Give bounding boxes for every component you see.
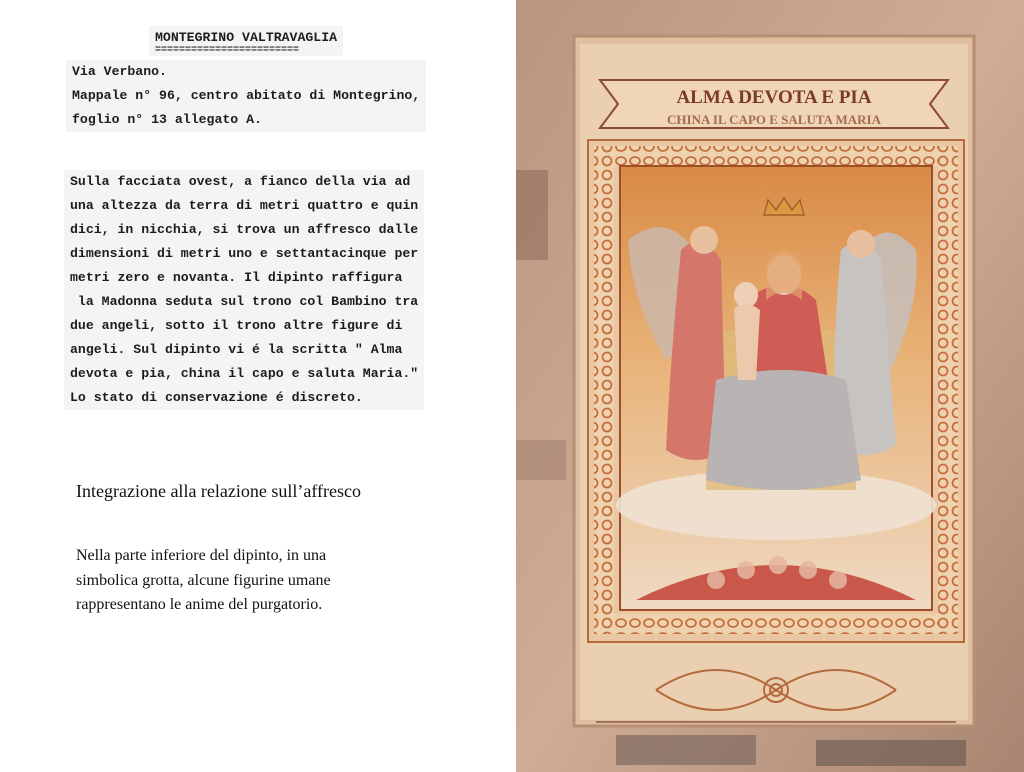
document-heading: MONTEGRINO VALTRAVAGLIA <box>155 30 338 45</box>
address-line: foglio n° 13 allegato A. <box>72 112 262 127</box>
integration-line: simbolica grotta, alcune figurine umane <box>76 571 331 589</box>
integration-text <box>76 544 436 618</box>
inscription-line-1: ALMA DEVOTA E PIA <box>676 87 872 108</box>
description-line: Lo stato di conservazione é discreto. <box>70 390 363 405</box>
address-line: Via Verbano. <box>72 64 167 79</box>
address-line: Mappale n° 96, centro abitato di Montegrino, <box>72 88 421 103</box>
integration-line: rappresentano le anime del purgatorio. <box>76 596 323 613</box>
integration-title: Integrazione alla relazione sull’affresco <box>76 481 362 501</box>
child-head <box>734 282 758 308</box>
fresco-photo <box>516 0 1024 772</box>
description-line: due angeli, sotto il trono altre figure di <box>70 318 403 333</box>
description-line: angeli. Sul dipinto vi é la scritta " Alma <box>70 342 403 357</box>
description-block <box>64 170 424 410</box>
description-line: metri zero e novanta. Il dipinto raffigura <box>70 270 403 285</box>
description-line: una altezza da terra di metri quattro e quin <box>70 198 419 213</box>
description-line: la Madonna seduta sul trono col Bambino tra <box>70 294 419 309</box>
document-heading-block <box>149 26 343 56</box>
madonna-mantle <box>706 370 861 490</box>
description-line: dici, in nicchia, si trova un affresco dalle <box>70 222 419 237</box>
child-body <box>734 304 760 380</box>
integration-line: Nella parte inferiore del dipinto, in una <box>76 547 327 564</box>
address-block <box>66 60 426 132</box>
description-line: Sulla facciata ovest, a fianco della via ad <box>70 174 411 189</box>
inscription-line-2: CHINA IL CAPO E SALUTA MARIA <box>667 112 881 127</box>
heading-underline: ======================== <box>155 45 300 56</box>
description-line: dimensioni di metri uno e settantacinque per <box>70 246 419 261</box>
description-line: devota e pia, china il capo e saluta Maria." <box>70 366 419 381</box>
